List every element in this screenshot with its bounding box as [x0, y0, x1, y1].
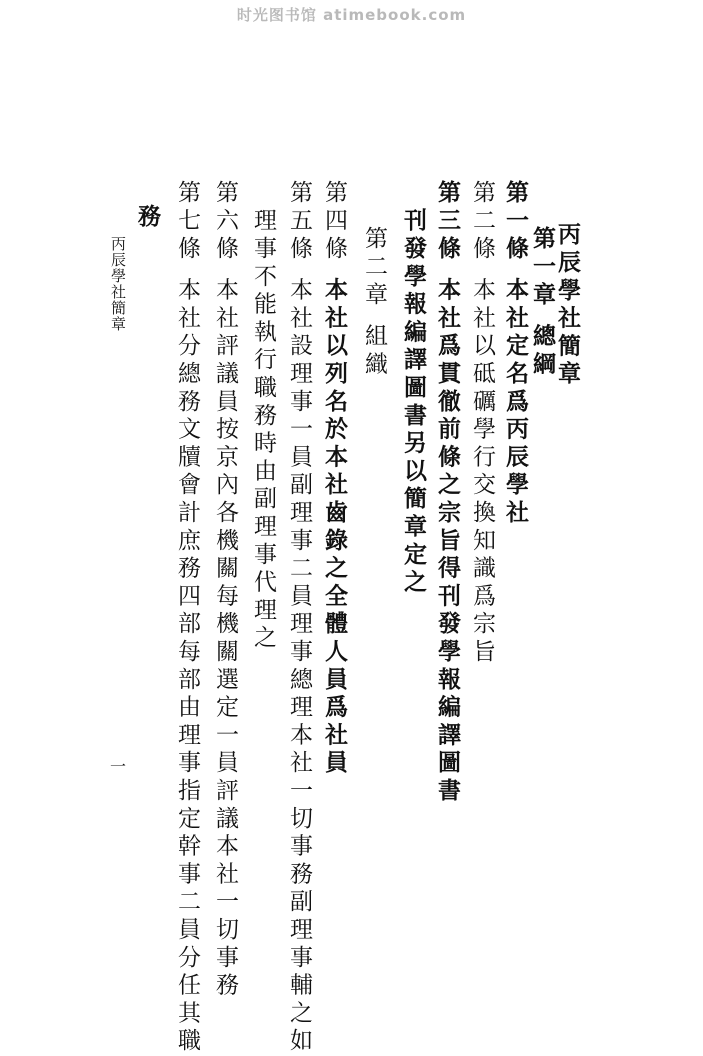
article-5-text: 本社設理事一員副理事二員理事總理本社一切事務副理事輔之如: [286, 277, 312, 1056]
article-4: [322, 180, 346, 778]
article-4-text: 本社以列名於本社齒錄之全體人員爲社員: [321, 277, 348, 778]
chapter-2-heading: [362, 226, 385, 379]
article-2: [470, 180, 493, 667]
article-1-text: 本社定名爲丙辰學社: [502, 277, 529, 528]
article-6-text: 本社評議員按京內各機關每機關選定一員評議本社一切事務: [212, 277, 238, 1001]
article-3-text: 本社爲貫徹前條之宗旨得刊發學報編譯圖書: [434, 277, 461, 806]
article-7-label: 第七條: [174, 180, 200, 264]
article-4-label: 第四條: [321, 180, 347, 264]
chapter-2-name: 組織: [361, 323, 387, 380]
article-6-label: 第六條: [212, 180, 238, 264]
chapter-2-label: 第二章: [361, 226, 387, 310]
article-3-label: 第三條: [434, 180, 461, 264]
article-3-continuation: 刊發學報編譯圖書另以簡章定之: [400, 208, 427, 598]
chapter-1-name: 總綱: [529, 323, 556, 380]
article-5: [287, 180, 310, 1056]
article-5-continuation: 理事不能執行職務時由副理事代理之: [250, 208, 276, 653]
margin-running-title: 丙辰學社簡章: [109, 236, 127, 332]
article-3: [436, 180, 459, 806]
article-7-continuation: 務: [134, 204, 161, 232]
article-7-text: 本社分總務文牘會計庶務四部每部由理事指定幹事二員分任其職: [174, 277, 200, 1056]
article-1: [503, 180, 527, 528]
watermark: 时光图书馆 atimebook.com: [236, 6, 467, 24]
chapter-1-label: 第一章: [529, 226, 556, 310]
article-2-text: 本社以砥礪學行交換知識爲宗旨: [469, 277, 495, 667]
article-5-label: 第五條: [286, 180, 312, 264]
page-title: 丙辰學社簡章: [554, 222, 581, 389]
article-7: [175, 180, 198, 1056]
page-number: 一: [110, 757, 127, 776]
article-6: [213, 180, 236, 1000]
article-2-label: 第二條: [469, 180, 495, 264]
article-1-label: 第一條: [502, 180, 529, 264]
chapter-1-heading: [530, 226, 554, 379]
